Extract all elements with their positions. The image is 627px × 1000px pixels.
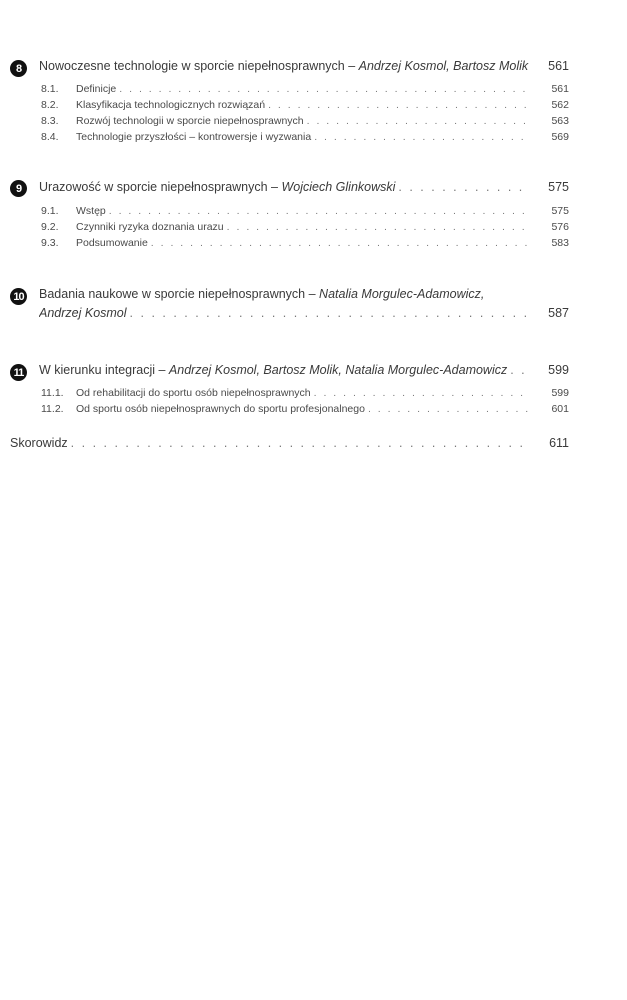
chapter-authors: Andrzej Kosmol — [39, 306, 127, 320]
section-entry[interactable] — [41, 205, 569, 217]
section-number: 9.1. — [41, 205, 59, 217]
chapter-authors: Andrzej Kosmol, Bartosz Molik — [358, 59, 529, 73]
page-number: 575 — [551, 205, 569, 217]
leader-dots — [314, 387, 530, 399]
section-entry[interactable] — [41, 387, 569, 399]
toc-index-entry[interactable] — [10, 436, 569, 450]
chapter-title: Nowoczesne technologie w sporcie niepełnosprawnych – Andrzej Kosmol, Bartosz Molik — [39, 59, 529, 73]
section-title: Od sportu osób niepełnosprawnych do sportu profesjonalnego — [76, 403, 365, 415]
page-number: 569 — [551, 131, 569, 143]
section-number: 8.2. — [41, 99, 59, 111]
chapter-authors: Wojciech Glinkowski — [281, 180, 396, 194]
section-number: 9.2. — [41, 221, 59, 233]
section-entry[interactable] — [41, 237, 569, 249]
section-number: 9.3. — [41, 237, 59, 249]
section-number: 8.1. — [41, 83, 59, 95]
chapter-number-badge: 11 — [10, 364, 27, 381]
section-entry[interactable] — [41, 99, 569, 111]
page-number: 576 — [551, 221, 569, 233]
chapter-title: Urazowość w sporcie niepełnosprawnych – Wojciech Glinkowski — [39, 180, 396, 194]
page-number: 599 — [551, 387, 569, 399]
chapter-entry-continued[interactable] — [39, 306, 569, 320]
leader-dots — [227, 221, 530, 233]
chapter-number-badge: 9 — [10, 180, 27, 197]
section-entry[interactable] — [41, 115, 569, 127]
chapter-entry[interactable] — [39, 59, 569, 73]
leader-dots — [398, 180, 530, 194]
section-entry[interactable] — [41, 83, 569, 95]
leader-dots — [314, 131, 530, 143]
page-number: 587 — [548, 306, 569, 320]
chapter-entry[interactable] — [39, 363, 569, 377]
section-title: Rozwój technologii w sporcie niepełnosprawnych — [76, 115, 304, 127]
page-number: 561 — [548, 59, 569, 73]
page-number: 561 — [551, 83, 569, 95]
chapter-authors: Andrzej Kosmol, Bartosz Molik, Natalia Morgulec-Adamowicz — [168, 363, 508, 377]
section-title: Czynniki ryzyka doznania urazu — [76, 221, 224, 233]
leader-dots — [268, 99, 530, 111]
chapter-authors: Natalia Morgulec-Adamowicz, — [319, 287, 485, 301]
section-entry[interactable] — [41, 131, 569, 143]
section-title: Technologie przyszłości – kontrowersje i wyzwania — [76, 131, 312, 143]
leader-dots — [307, 115, 530, 127]
section-entry[interactable] — [41, 403, 569, 415]
leader-dots — [109, 205, 530, 217]
index-title: Skorowidz — [10, 436, 68, 450]
chapter-number-badge: 8 — [10, 60, 27, 77]
page-number: 562 — [551, 99, 569, 111]
leader-dots — [130, 306, 530, 320]
section-title: Klasyfikacja technologicznych rozwiązań — [76, 99, 266, 111]
page-number: 563 — [551, 115, 569, 127]
page-number: 583 — [551, 237, 569, 249]
leader-dots — [71, 436, 530, 450]
section-number: 8.3. — [41, 115, 59, 127]
leader-dots — [368, 403, 530, 415]
section-title: Od rehabilitacji do sportu osób niepełnosprawnych — [76, 387, 311, 399]
section-title: Wstęp — [76, 205, 106, 217]
chapter-entry[interactable] — [39, 180, 569, 194]
page-number: 611 — [549, 436, 569, 450]
leader-dots — [151, 237, 530, 249]
section-number: 8.4. — [41, 131, 59, 143]
page-number: 601 — [551, 403, 569, 415]
section-title: Podsumowanie — [76, 237, 148, 249]
section-title: Definicje — [76, 83, 117, 95]
leader-dots — [510, 363, 530, 377]
chapter-title: Badania naukowe w sporcie niepełnosprawnych – Natalia Morgulec-Adamowicz, — [39, 287, 485, 301]
chapter-entry[interactable] — [39, 287, 569, 301]
section-entry[interactable] — [41, 221, 569, 233]
page-number: 599 — [548, 363, 569, 377]
chapter-number-badge: 10 — [10, 288, 27, 305]
leader-dots — [119, 83, 530, 95]
section-number: 11.2. — [41, 403, 64, 415]
chapter-title: W kierunku integracji – Andrzej Kosmol, Bartosz Molik, Natalia Morgulec-Adamowicz — [39, 363, 508, 377]
page-number: 575 — [548, 180, 569, 194]
section-number: 11.1. — [41, 387, 64, 399]
